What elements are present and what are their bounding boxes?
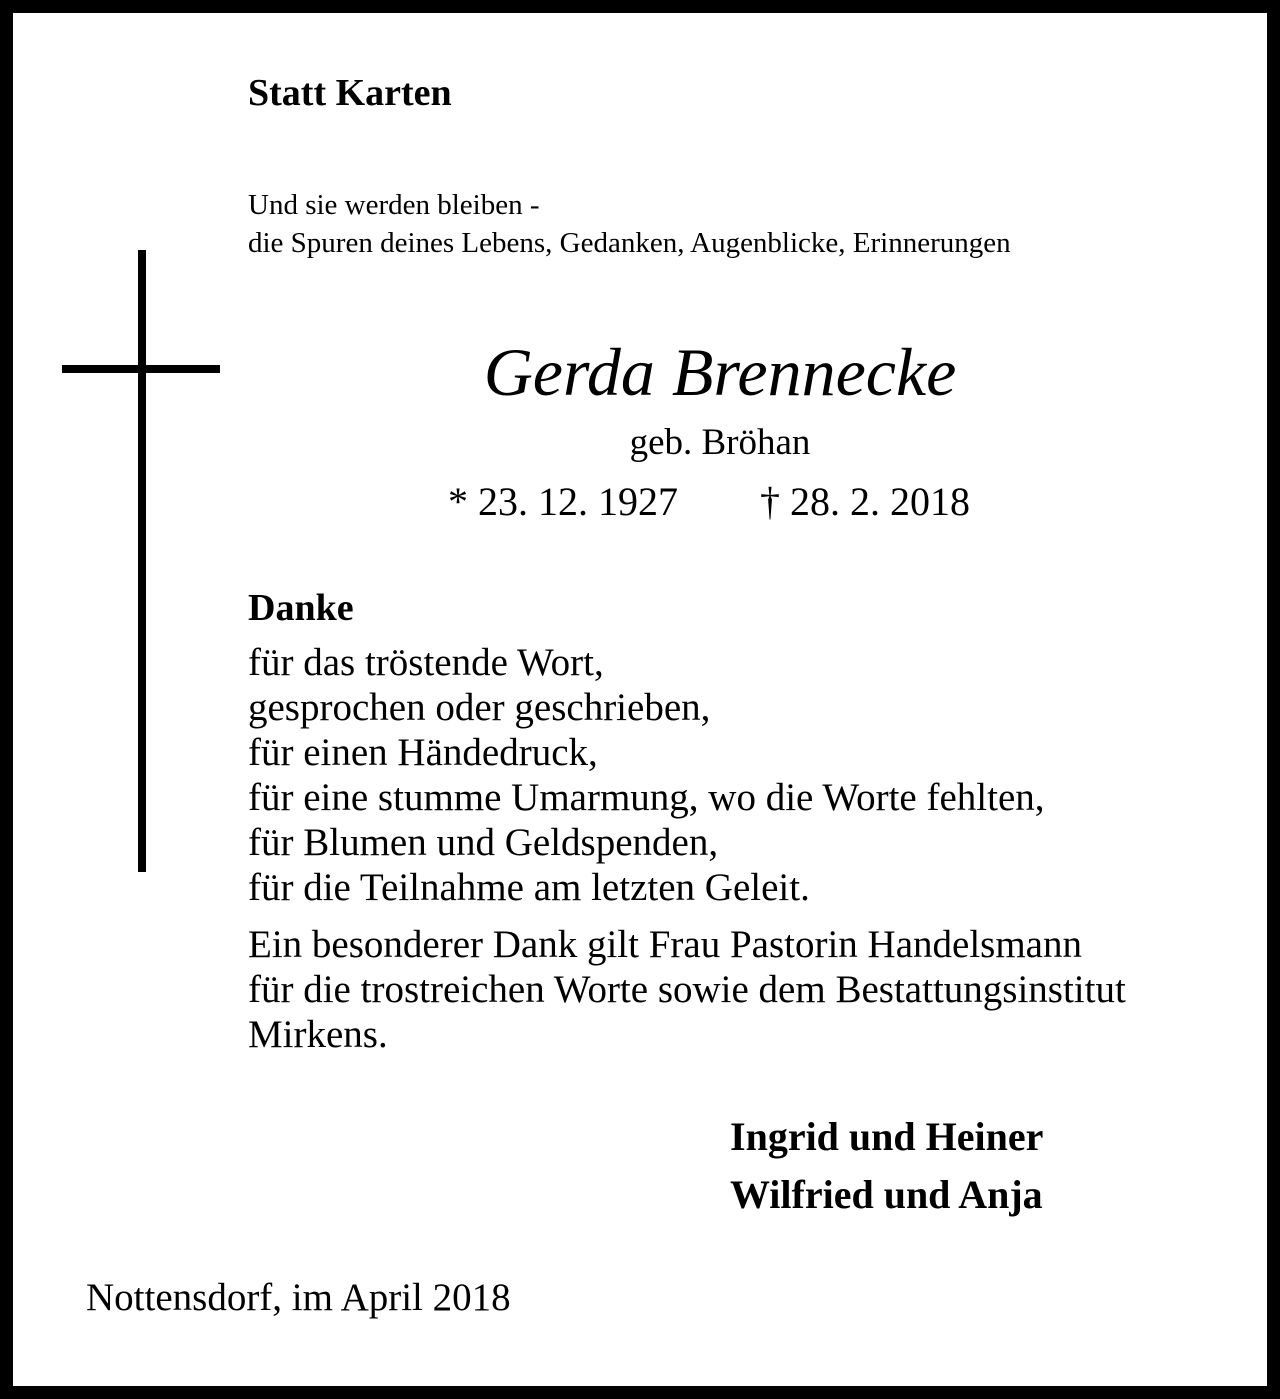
special-thanks-line: für die trostreichen Worte sowie dem Bestattungsinstitut bbox=[248, 968, 1126, 1011]
signatory: Ingrid und Heiner bbox=[730, 1114, 1044, 1159]
quote-line: Und sie werden bleiben - bbox=[248, 189, 540, 221]
thanks-heading: Danke bbox=[248, 587, 354, 629]
signatory: Wilfried und Anja bbox=[730, 1172, 1043, 1217]
signatories bbox=[730, 1108, 1043, 1224]
deceased-name: Gerda Brennecke bbox=[483, 334, 957, 410]
special-thanks-line: Mirkens. bbox=[248, 1013, 388, 1056]
thanks-line: gesprochen oder geschrieben, bbox=[248, 686, 711, 729]
birth-name: geb. Bröhan bbox=[629, 422, 811, 463]
special-thanks bbox=[248, 922, 1126, 1057]
quote-line: die Spuren deines Lebens, Gedanken, Augenblicke, Erinnerungen bbox=[248, 227, 1011, 259]
notice-header: Statt Karten bbox=[248, 72, 452, 114]
memorial-quote bbox=[248, 186, 1011, 262]
cross-icon-vertical bbox=[138, 250, 146, 872]
birth-date: * 23. 12. 1927 bbox=[448, 479, 678, 524]
thanks-line: für Blumen und Geldspenden, bbox=[248, 821, 719, 864]
death-date: † 28. 2. 2018 bbox=[760, 479, 970, 524]
thanks-line: für einen Händedruck, bbox=[248, 731, 598, 774]
thanks-line: für die Teilnahme am letzten Geleit. bbox=[248, 866, 810, 909]
special-thanks-line: Ein besonderer Dank gilt Frau Pastorin Handelsmann bbox=[248, 923, 1082, 966]
thanks-line: für das tröstende Wort, bbox=[248, 641, 604, 684]
cross-icon-horizontal bbox=[62, 365, 220, 373]
thanks-list bbox=[248, 640, 1045, 910]
place-date: Nottensdorf, im April 2018 bbox=[86, 1276, 511, 1319]
thanks-line: für eine stumme Umarmung, wo die Worte fehlten, bbox=[248, 776, 1045, 819]
